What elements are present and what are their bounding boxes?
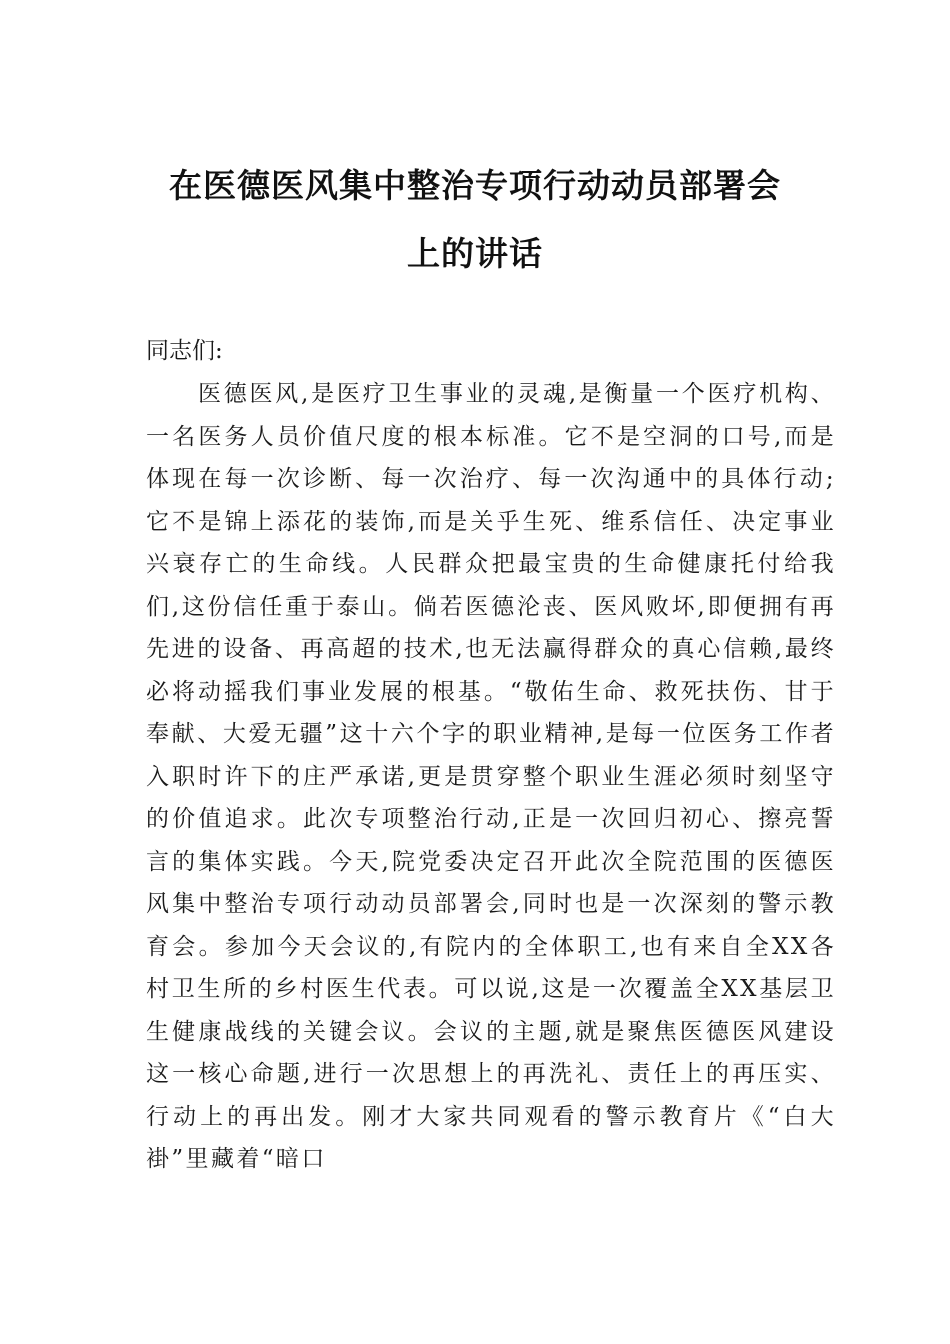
document-title-line-2: 上的讲话 (407, 234, 543, 273)
document-title-line-1: 在医德医风集中整治专项行动动员部署会 (169, 166, 781, 205)
salutation: 同志们: (146, 338, 223, 364)
body-paragraph: 医德医风,是医疗卫生事业的灵魂,是衡量一个医疗机构、一名医务人员价值尺度的根本标准。它不是空洞的口号,而是体现在每一次诊断、每一次治疗、每一次沟通中的具体行动;它不是锦上添花的装饰,而是关乎生死、维系信任、决定事业兴衰存亡的生命线。人民群众把最宝贵的生命健康托付给我们,这份信任重于泰山。倘若医德沦丧、医风败坏,即便拥有再先进的设备、再高超的技术,也无法赢得群众的真心信赖,最终必将动摇我们事业发展的根基。“敬佑生命、救死扶伤、甘于奉献、大爱无疆”这十六个字的职业精神,是每一位医务工作者入职时许下的庄严承诺,更是贯穿整个职业生涯必须时刻坚守的价值追求。此次专项整治行动,正是一次回归初心、擦亮誓言的集体实践。今天,院党委决定召开此次全院范围的医德医风集中整治专项行动动员部署会,同时也是一次深刻的警示教育会。参加今天会议的,有院内的全体职工,也有来自全XX各村卫生所的乡村医生代表。可以说,这是一次覆盖全XX基层卫生健康战线的关键会议。会议的主题,就是聚焦医德医风建设这一核心命题,进行一次思想上的再洗礼、责任上的再压实、行动上的再出发。刚才大家共同观看的警示教育片《“白大褂”里藏着“暗口 (146, 381, 836, 1172)
